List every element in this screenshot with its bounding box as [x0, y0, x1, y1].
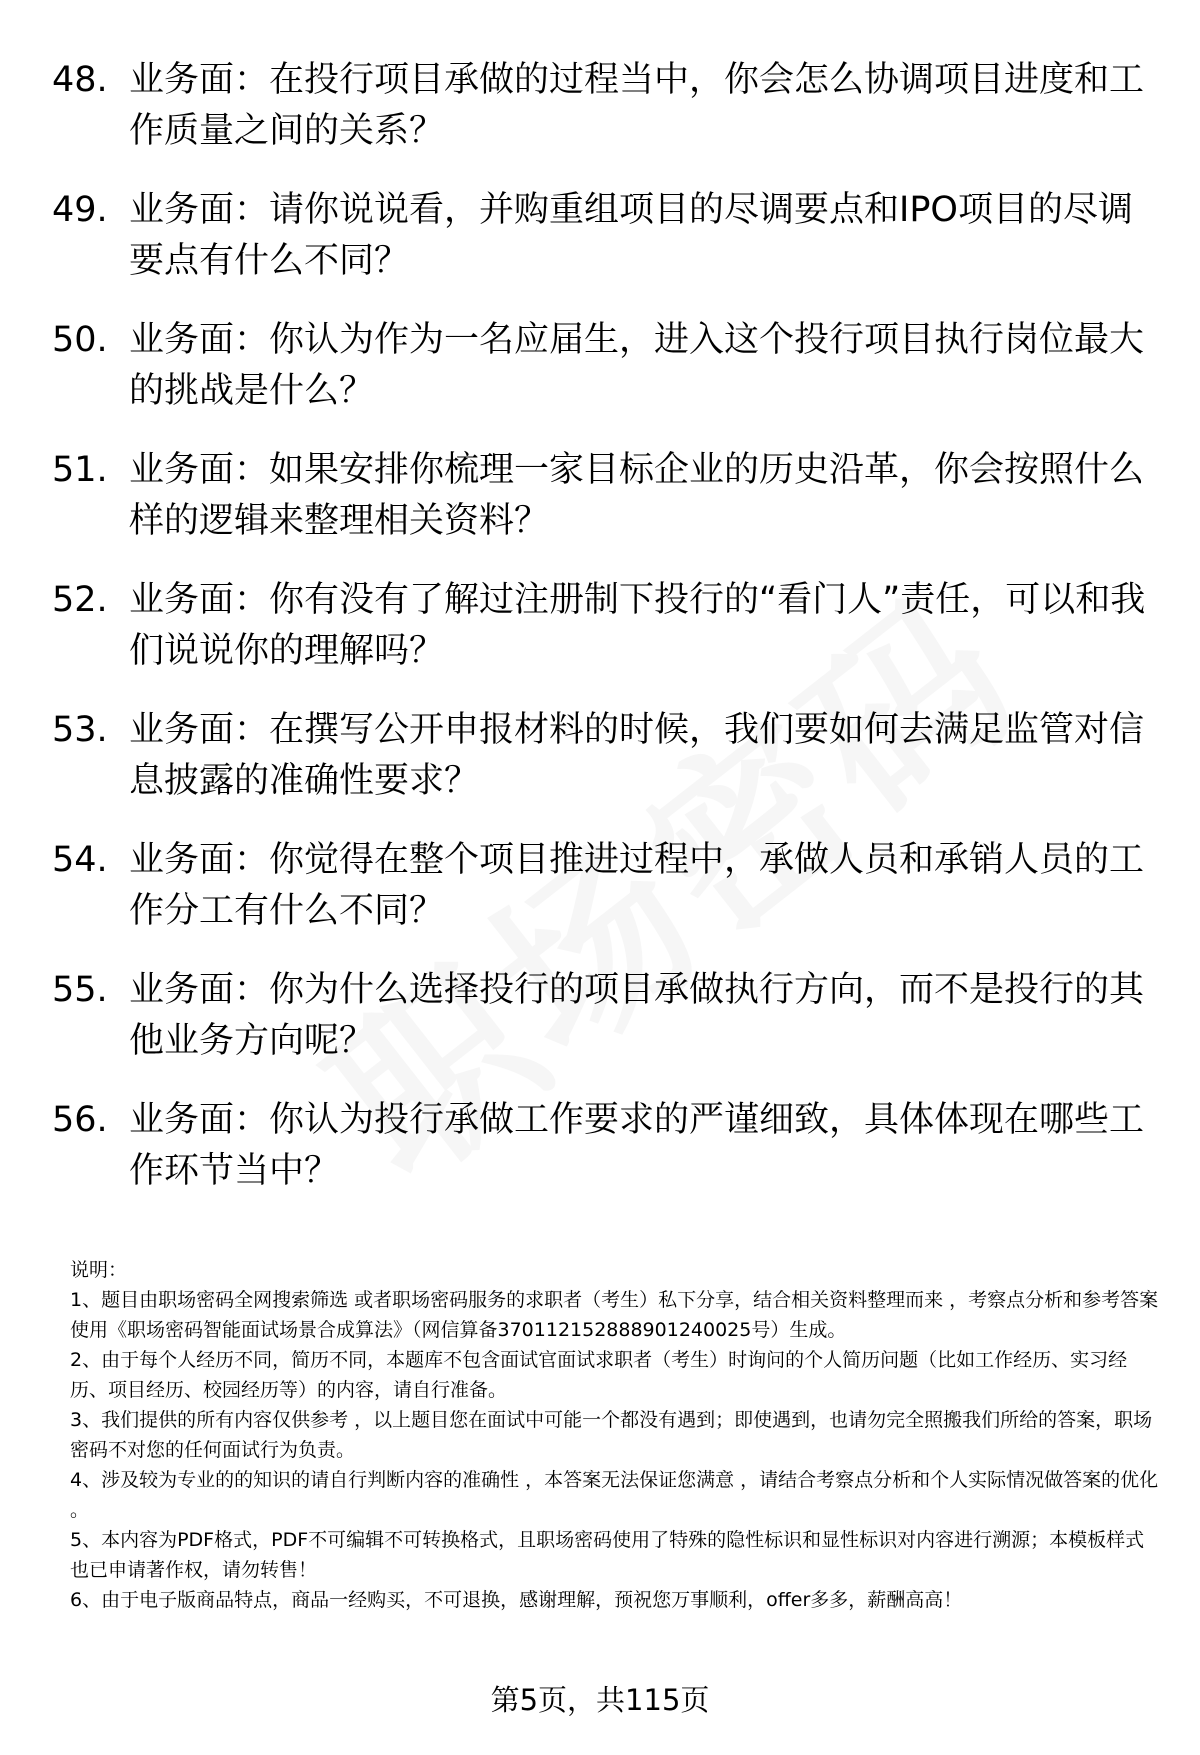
question-text: 业务面：你认为作为一名应届生，进入这个投行项目执行岗位最大的挑战是什么？: [129, 320, 1145, 411]
question-text: 业务面：请你说说看，并购重组项目的尽调要点和IPO项目的尽调要点有什么不同？: [129, 190, 1133, 281]
question-item: [52, 55, 1152, 185]
note-item: 2、由于每个人经历不同，简历不同，本题库不包含面试官面试求职者（考生）时询问的个人简历问题（比如工作经历、实习经历、项目经历、校园经历等）的内容，请自行准备。: [70, 1349, 1128, 1401]
question-list: [52, 55, 1152, 1225]
question-text: 业务面：如果安排你梳理一家目标企业的历史沿革，你会按照什么样的逻辑来整理相关资料？: [129, 450, 1145, 541]
page-number: 第5页，共115页: [490, 1683, 710, 1717]
notes-section: [70, 1255, 1160, 1615]
question-number: 52.: [52, 580, 108, 620]
note-item: 1、题目由职场密码全网搜索筛选 或者职场密码服务的求职者（考生）私下分享，结合相关资料整理而来 ，考察点分析和参考答案使用《职场密码智能面试场景合成算法》（网信算备370112152888901240025号）生成。: [70, 1289, 1159, 1341]
note-item: 4、涉及较为专业的的知识的请自行判断内容的准确性 ，本答案无法保证您满意 ，请结合考察点分析和个人实际情况做答案的优化 。: [70, 1469, 1159, 1521]
question-number: 55.: [52, 970, 108, 1010]
note-item: 5、本内容为PDF格式，PDF不可编辑不可转换格式，且职场密码使用了特殊的隐性标识和显性标识对内容进行溯源；本模板样式也已申请著作权，请勿转售！: [70, 1529, 1145, 1581]
question-text: 业务面：你认为投行承做工作要求的严谨细致，具体体现在哪些工作环节当中？: [129, 1100, 1145, 1191]
question-item: [52, 575, 1152, 705]
note-item: 6、由于电子版商品特点，商品一经购买，不可退换，感谢理解，预祝您万事顺利，offer多多，薪酬高高！: [70, 1589, 963, 1611]
notes-heading: 说明：: [70, 1259, 128, 1281]
question-number: 51.: [52, 450, 108, 490]
question-item: [52, 185, 1152, 315]
question-item: [52, 315, 1152, 445]
question-item: [52, 965, 1152, 1095]
question-text: 业务面：你有没有了解过注册制下投行的“看门人”责任，可以和我们说说你的理解吗？: [129, 580, 1146, 671]
question-number: 53.: [52, 710, 108, 750]
question-number: 50.: [52, 320, 108, 360]
question-text: 业务面：在撰写公开申报材料的时候，我们要如何去满足监管对信息披露的准确性要求？: [129, 710, 1145, 801]
question-item: [52, 445, 1152, 575]
note-item: 3、我们提供的所有内容仅供参考 ，以上题目您在面试中可能一个都没有遇到；即使遇到，也请勿完全照搬我们所给的答案，职场密码不对您的任何面试行为负责。: [70, 1409, 1153, 1461]
question-number: 56.: [52, 1100, 108, 1140]
question-text: 业务面：你觉得在整个项目推进过程中，承做人员和承销人员的工作分工有什么不同？: [129, 840, 1145, 931]
question-number: 49.: [52, 190, 108, 230]
question-text: 业务面：在投行项目承做的过程当中，你会怎么协调项目进度和工作质量之间的关系？: [129, 60, 1145, 151]
question-item: [52, 705, 1152, 835]
question-number: 54.: [52, 840, 108, 880]
question-item: [52, 1095, 1152, 1225]
question-item: [52, 835, 1152, 965]
question-text: 业务面：你为什么选择投行的项目承做执行方向，而不是投行的其他业务方向呢？: [129, 970, 1145, 1061]
question-number: 48.: [52, 60, 108, 100]
